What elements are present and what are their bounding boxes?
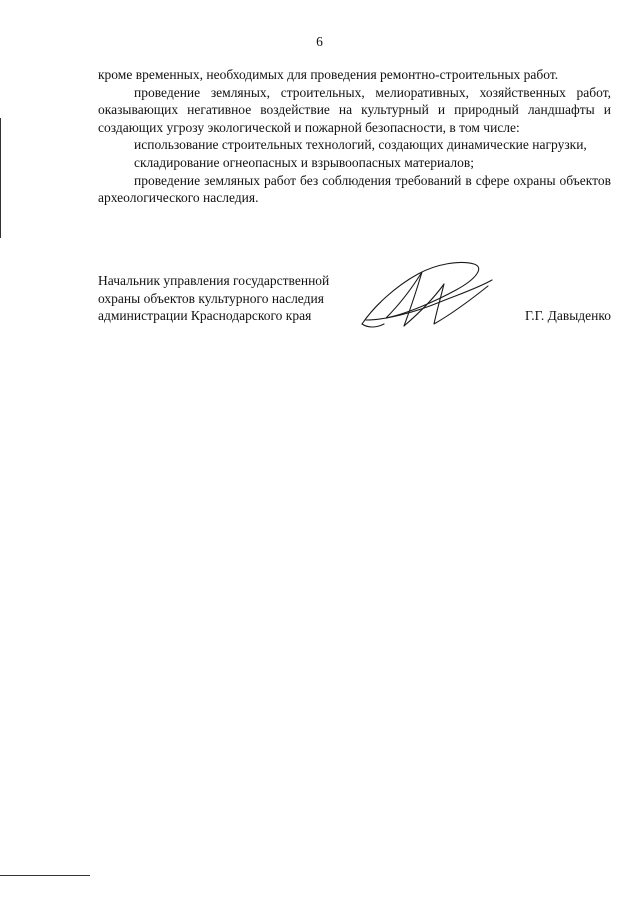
signer-position-line-1: Начальник управления государственной <box>98 273 330 288</box>
signer-name: Г.Г. Давыденко <box>524 308 611 323</box>
signer-position-line-2: охраны объектов культурного наследия <box>98 290 324 306</box>
handwritten-signature <box>356 258 496 338</box>
signer-position-line-3: администрации Краснодарского края <box>98 308 312 324</box>
paragraph-4: складирование огнеопасных и взрывоопасных материалов; <box>134 154 474 170</box>
left-margin-line <box>0 118 1 238</box>
paragraph-1: кроме временных, необходимых для проведения ремонтно-строительных работ. <box>98 67 559 82</box>
signature-block <box>98 272 611 342</box>
signer-position <box>98 272 368 325</box>
footnote-separator-line <box>0 875 90 876</box>
paragraph-3: использование строительных технологий, создающих динамические нагрузки, <box>134 137 587 153</box>
paragraph-5: проведение земляных работ без соблюдения требований в сфере охраны объектов археологического наследия. <box>98 172 611 206</box>
page-number: 6 <box>316 34 323 49</box>
paragraph-2: проведение земляных, строительных, мелиоративных, хозяйственных работ, оказывающих негативное воздействие на культурный и природный ландшафты и создающих угрозу экологической и пожарной безопасности, в том числе: <box>98 84 611 135</box>
document-body <box>98 66 611 207</box>
